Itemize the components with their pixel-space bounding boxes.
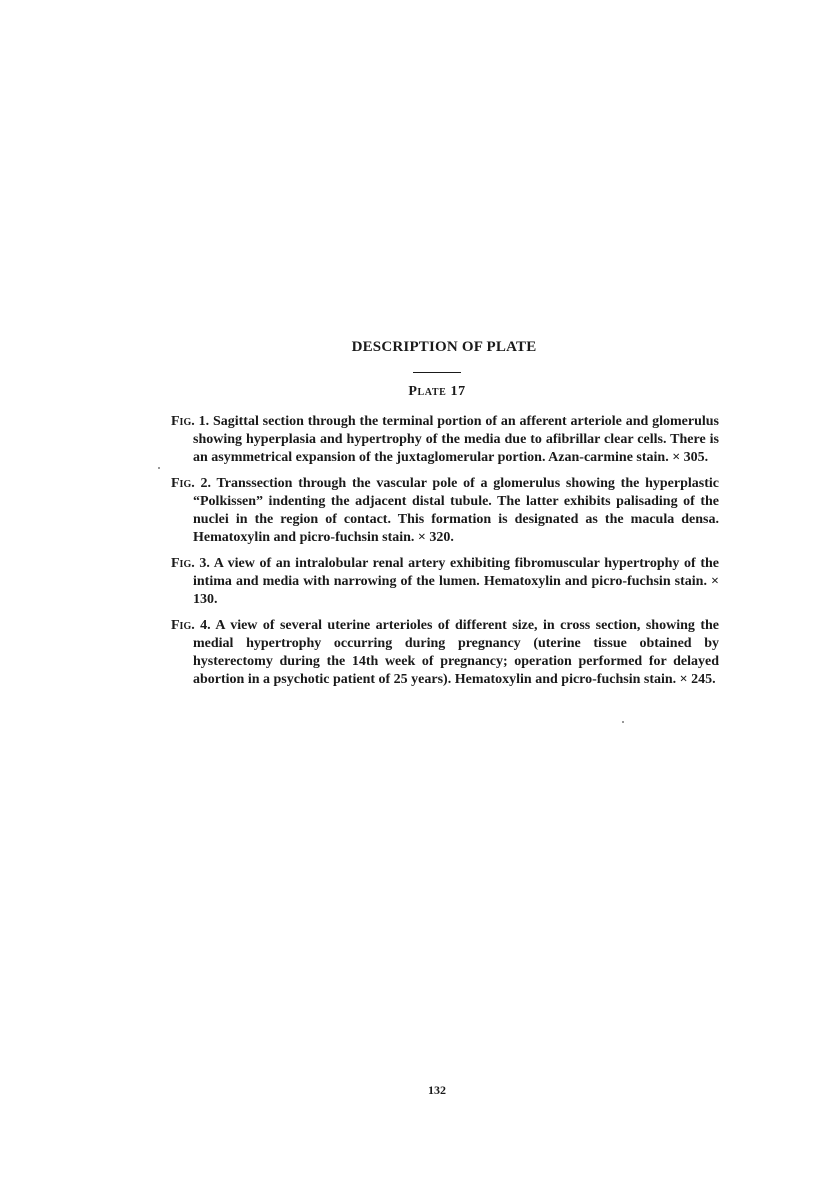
scan-speck (158, 467, 160, 469)
scan-speck (622, 721, 624, 723)
heading-rule (413, 372, 461, 373)
figure-text: Transsection through the vascular pole of a glomerulus showing the hyperplastic “Polkissen” indenting the adjacent distal tubule. The latter exhibits palisading of the nuclei in the region of contact. This formation is designated as the macula densa. Hematoxylin and picro-fuchsin stain. × 320. (193, 476, 719, 545)
page-heading: DESCRIPTION OF PLATE (351, 339, 537, 355)
figure-label: Fig. 2. (171, 476, 211, 491)
figure-label: Fig. 4. (171, 618, 211, 633)
figure-description-3 (171, 555, 719, 609)
figure-text: Sagittal section through the terminal portion of an afferent arteriole and glomerulus showing hyperplasia and hypertrophy of the media due to afibrillar clear cells. There is an asymmetrical expansion of the juxtaglomerular portion. Azan-carmine stain. × 305. (193, 414, 720, 465)
figure-description-2 (171, 475, 719, 547)
figure-description-4 (171, 617, 719, 689)
figure-description-1 (171, 413, 719, 467)
figure-text: A view of several uterine arterioles of different size, in cross section, showing the medial hypertrophy occurring during pregnancy (uterine tissue obtained by hysterectomy during the 14th week of pregnancy; operation performed for delayed abortion in a psychotic patient of 25 years). Hematoxylin and picro-fuchsin stain. × 245. (193, 618, 719, 687)
plate-title: Plate 17 (408, 384, 466, 399)
figure-label: Fig. 3. (171, 556, 210, 571)
page-number: 132 (428, 1083, 446, 1097)
figure-descriptions (171, 413, 719, 697)
figure-label: Fig. 1. (171, 414, 210, 429)
figure-text: A view of an intralobular renal artery exhibiting fibromuscular hypertrophy of the intima and media with narrowing of the lumen. Hematoxylin and picro-fuchsin stain. × 130. (193, 556, 719, 607)
